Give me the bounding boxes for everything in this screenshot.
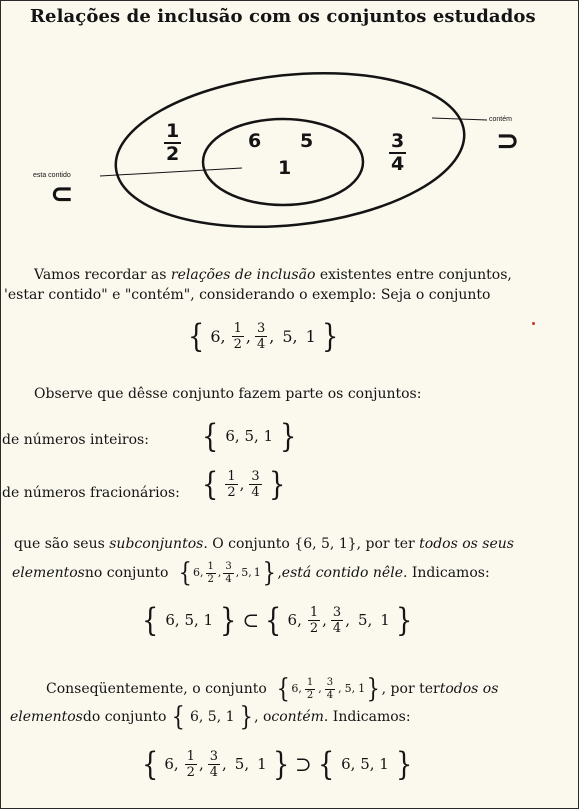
venn-diagram (0, 0, 579, 250)
superset-symbol: ⊃ (496, 124, 520, 157)
label-contem: contém (489, 116, 512, 123)
label-numeros-fracionarios: de números fracionários: (2, 485, 180, 501)
label-esta-contido: esta contido (33, 172, 71, 179)
outer-set-ellipse (108, 57, 472, 243)
inner-number-6: 6 (248, 130, 262, 152)
paragraph-4-line-1: Conseqüentemente, o conjunto { 6, $\frac{1}{2}$ , $\frac{3}{4}$ , 5, 1 } , por ter todos os (46, 674, 499, 704)
paragraph-2: Observe que dêsse conjunto fazem parte os conjuntos: (34, 386, 422, 402)
contido-pointer-line (100, 168, 242, 176)
inline-set-full: { 6, $\frac{1}{2}$ , $\frac{3}{4}$ , 5, 1 } (178, 558, 276, 588)
outer-fraction-one-half: $\frac{1}{2}$ (166, 120, 180, 165)
outer-fraction-three-quarters: $\frac{3}{4}$ (391, 130, 405, 175)
inline-set-full-2: { 6, $\frac{1}{2}$ , $\frac{3}{4}$ , 5, 1 } (276, 674, 381, 704)
inner-number-1: 1 (278, 157, 292, 179)
subset-symbol: ⊂ (50, 177, 74, 210)
paragraph-3-line-2: elementos no conjunto { 6, $\frac{1}{2}$ , $\frac{3}{4}$ , 5, 1 } , está contido nêle . Indicamos: (12, 558, 490, 588)
set-fracionarios: { $\frac{1}{2}$ , $\frac{3}{4}$ } (202, 465, 286, 503)
paragraph-3-line-1: que são seus subconjuntos. O conjunto {6, 5, 1}, por ter todos os seus (14, 536, 514, 552)
inner-number-5: 5 (300, 130, 314, 152)
paragraph-1-line-2: 'estar contido" e "contém", considerando o exemplo: Seja o conjunto (4, 287, 491, 303)
set-inteiros: { 6, 5, 1 } (202, 417, 297, 455)
label-numeros-inteiros: de números inteiros: (2, 432, 149, 448)
paragraph-4-line-2: elementos do conjunto { 6, 5, 1 } , o contém . Indicamos: (10, 702, 411, 732)
paragraph-1-line-1: Vamos recordar as relações de inclusão existentes entre conjuntos, (34, 267, 512, 283)
set-full: { 6, $\frac{1}{2}$ , $\frac{3}{4}$ , 5, 1 } (188, 317, 339, 355)
inline-set-inteiros: { 6, 5, 1 } (172, 702, 253, 732)
statement-superset: { 6, $\frac{1}{2}$ , $\frac{3}{4}$ , 5, 1 } ⊃ { 6, 5, 1 } (142, 745, 413, 783)
red-speck (532, 322, 535, 325)
page-title: Relações de inclusão com os conjuntos estudados (30, 6, 536, 27)
statement-subset: { 6, 5, 1 } ⊂ { 6, $\frac{1}{2}$ , $\frac{3}{4}$ , 5, 1 } (142, 601, 413, 639)
